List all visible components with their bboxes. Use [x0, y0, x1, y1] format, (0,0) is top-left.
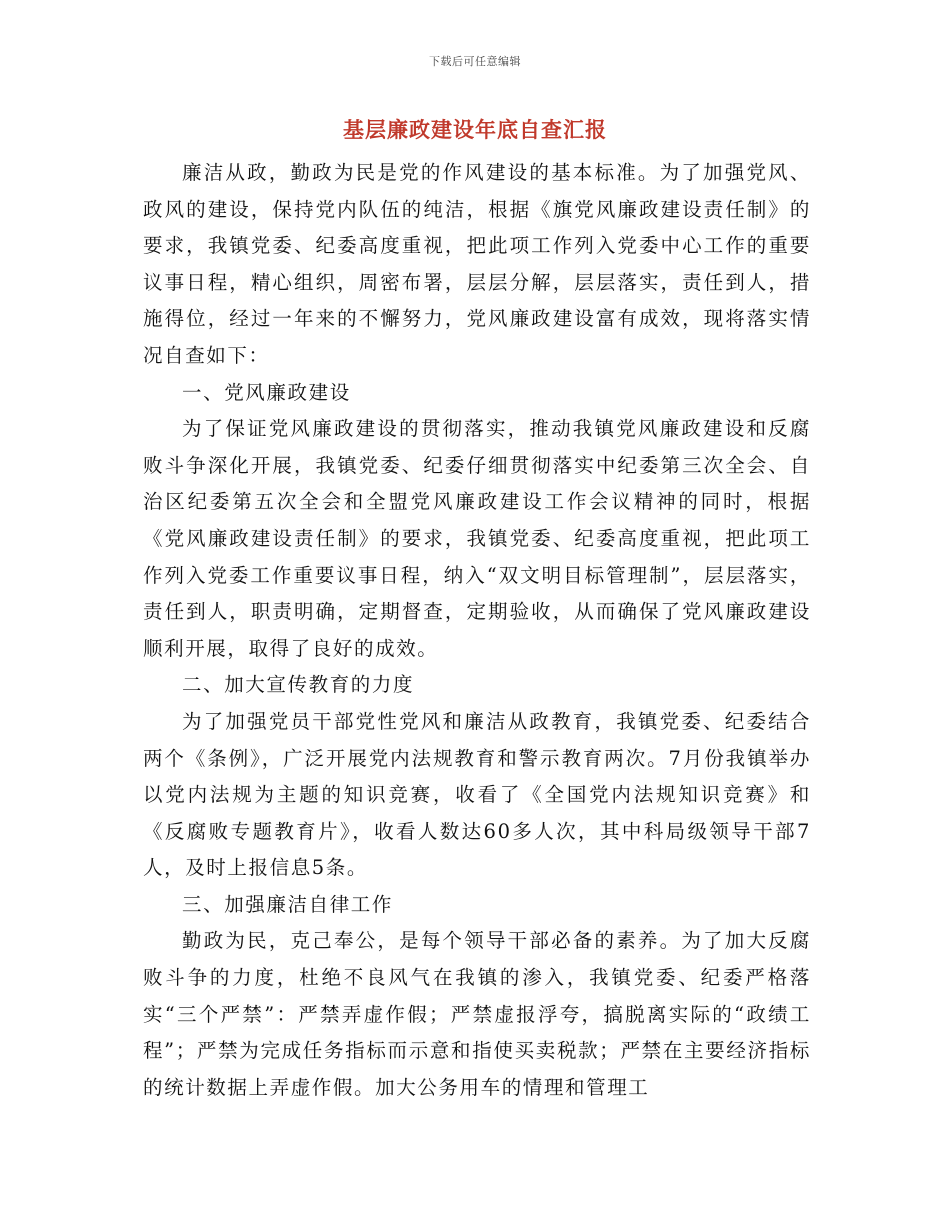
paragraph-section-3: 勤政为民，克己奉公，是每个领导干部必备的素养。为了加大反腐败斗争的力度，杜绝不良风气在我镇的渗入，我镇党委、纪委严格落实“三个严禁”：严禁弄虚作假；严禁虚报浮夸，搞脱离实际的“政绩工程”；严禁为完成任务指标而示意和指使买卖税款；严禁在主要经济指标的统计数据上弄虚作假。加大公务用车的情理和管理工 — [143, 929, 811, 1099]
header-note: 下载后可任意编辑 — [429, 55, 521, 68]
section-heading-1: 一、党风廉政建设 — [182, 380, 351, 404]
document-title: 基层廉政建设年底自查汇报 — [343, 117, 607, 142]
paragraph-intro: 廉洁从政，勤政为民是党的作风建设的基本标准。为了加强党风、政风的建设，保持党内队伍的纯洁，根据《旗党风廉政建设责任制》的要求，我镇党委、纪委高度重视，把此项工作列入党委中心工作的重要议事日程，精心组织，周密布署，层层分解，层层落实，责任到人，措施得位，经过一年来的不懈努力，党风廉政建设富有成效，现将落实情况自查如下： — [143, 161, 811, 367]
paragraph-section-1: 为了保证党风廉政建设的贯彻落实，推动我镇党风廉政建设和反腐败斗争深化开展，我镇党委、纪委仔细贯彻落实中纪委第三次全会、自治区纪委第五次全会和全盟党风廉政建设工作会议精神的同时，根据《党风廉政建设责任制》的要求，我镇党委、纪委高度重视，把此项工作列入党委工作重要议事日程，纳入“双文明目标管理制”，层层落实，责任到人，职责明确，定期督查，定期验收，从而确保了党风廉政建设顺利开展，取得了良好的成效。 — [143, 417, 811, 660]
section-heading-3: 三、加强廉洁自律工作 — [182, 892, 394, 916]
document-body — [143, 155, 811, 1106]
paragraph-section-2: 为了加强党员干部党性党风和廉洁从政教育，我镇党委、纪委结合两个《条例》，广泛开展党内法规教育和警示教育两次。7月份我镇举办以党内法规为主题的知识竞赛，收看了《全国党内法规知识竞赛》和《反腐败专题教育片》，收看人数达60多人次，其中科局级领导干部7人，及时上报信息5条。 — [143, 709, 811, 880]
section-heading-2: 二、加大宣传教育的力度 — [182, 673, 415, 697]
